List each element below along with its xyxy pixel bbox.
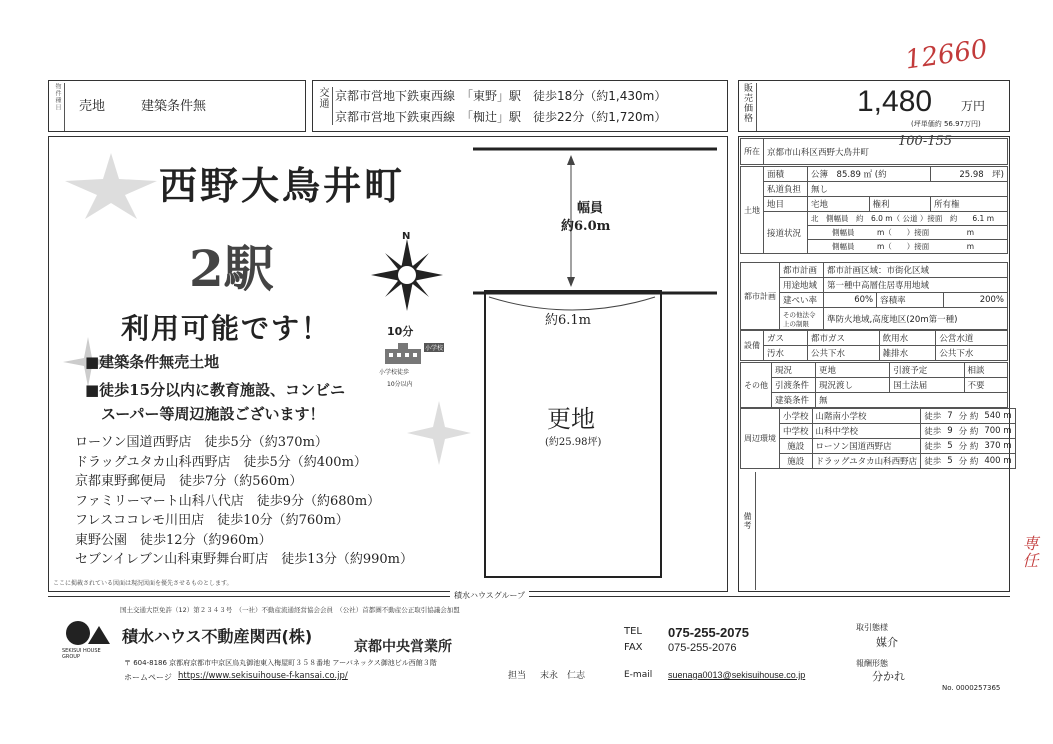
- other-restrictions-value: 準防火地域,高度地区(20m第一種): [824, 308, 1008, 330]
- deal-value: 媒介: [876, 636, 898, 649]
- location-row: [740, 138, 1008, 165]
- nearby-item: ドラッグユタカ山科西野店 徒歩5分（約400m）: [75, 454, 367, 470]
- env-kind: 施設: [780, 439, 813, 454]
- bcr-label: 建ぺい率: [780, 293, 824, 308]
- env-min: 5: [944, 439, 955, 454]
- nearby-item: ファミリーマート山科八代店 徒歩9分（約680m）: [75, 493, 381, 509]
- env-walk: 徒歩: [921, 439, 945, 454]
- compass-label: N: [402, 231, 411, 242]
- env-dist: 700 m: [981, 424, 1015, 439]
- condition-value: 現況渡し: [816, 378, 890, 393]
- area-label: 面積: [764, 167, 808, 182]
- env-unit: 分 約: [956, 454, 982, 469]
- remarks-label: 備考: [743, 512, 752, 530]
- location-label: 所在: [741, 139, 764, 165]
- env-walk: 徒歩: [921, 409, 945, 424]
- transport-box: [312, 80, 728, 132]
- staff-label: 担当: [508, 671, 527, 681]
- rights-label: 権利: [869, 197, 931, 212]
- env-min: 9: [944, 424, 955, 439]
- nearby-item: 東野公園 徒歩12分（約960m）: [75, 532, 272, 548]
- nearby-item: 京都東野郵便局 徒歩7分（約560m）: [75, 474, 303, 489]
- rights-value: 所有権: [931, 197, 1008, 212]
- price-per-tsubo: (坪単価約 56.97万円): [911, 120, 981, 128]
- env-kind: 小学校: [780, 409, 813, 424]
- nearby-item: フレスココレモ川田店 徒歩10分（約760m）: [75, 513, 349, 528]
- city-label: 都市計画: [741, 263, 780, 330]
- access-row: 側幅員 m（ ）接面 m: [808, 226, 1008, 240]
- env-name: ドラッグユタカ山科西野店: [812, 454, 921, 469]
- handover-value: 相談: [964, 363, 1008, 378]
- zoning-label: 用途地域: [780, 278, 824, 293]
- land-table: [740, 166, 1008, 254]
- env-walk: 徒歩: [921, 454, 945, 469]
- plan-label: 都市計画: [780, 263, 824, 278]
- road-width-label: 幅員: [577, 201, 604, 216]
- drawing-note: ここに掲載されている図面は現況図面を優先させるものとします。: [53, 580, 233, 587]
- available-title: 利用可能です！: [121, 312, 332, 345]
- status-value: 更地: [816, 363, 890, 378]
- environment-table: [740, 408, 1016, 469]
- school-time: 10分: [387, 325, 414, 338]
- kind-label: 物件種目: [53, 83, 65, 131]
- staff-name: 末永 仁志: [540, 671, 586, 681]
- company-address: 〒 604-8186 京都府京都市中京区烏丸御池東入梅屋町３５８番地 アーバネックス御池ビル西館３階: [124, 659, 437, 667]
- deal-label: 取引態様: [856, 623, 888, 632]
- env-kind: 施設: [780, 454, 813, 469]
- point-facilities-a: ■徒歩15分以内に教育施設、コンビニ: [85, 381, 346, 399]
- access-row: 側幅員 m（ ）接面 m: [808, 240, 1008, 254]
- env-unit: 分 約: [956, 439, 982, 454]
- access-row: 北 側幅員 約 6.0 m（ 公道 ）接面 約 6.1 m: [808, 212, 1008, 226]
- env-min: 7: [944, 409, 955, 424]
- env-unit: 分 約: [956, 424, 982, 439]
- logo-text: SEKISUI HOUSE GROUP: [62, 648, 101, 660]
- env-dist: 370 m: [981, 439, 1015, 454]
- env-min: 5: [944, 454, 955, 469]
- area-value: 85.89 ㎡ (約: [836, 170, 887, 180]
- land-label: 土地: [741, 167, 764, 254]
- far-value: 200%: [943, 293, 1007, 308]
- other-label: その他: [741, 363, 772, 408]
- kind-box: [48, 80, 306, 132]
- license-text: 国土交通大臣免許（12）第２３４３号 （一社）不動産流通経営協会会員 （公社）首都圏不動産公正取引協議会加盟: [120, 606, 460, 614]
- category-label: 地目: [764, 197, 808, 212]
- water-value: 公営水道: [936, 331, 1008, 346]
- gas-label: ガス: [764, 331, 808, 346]
- build-cond-label: 建築条件: [772, 393, 816, 408]
- private-road-label: 私道負担: [764, 182, 808, 197]
- price-box: [738, 80, 1010, 132]
- route-2: 京都市営地下鉄東西線 「椥辻」駅 徒歩22分（約1,720m）: [335, 110, 667, 124]
- town-title: 西野大鳥井町: [159, 163, 406, 208]
- zoning-value: 第一種中高層住居専用地域: [824, 278, 1008, 293]
- env-name: 山階南小学校: [812, 409, 921, 424]
- category-value: 宅地: [808, 197, 870, 212]
- remarks-cell: [740, 472, 756, 590]
- frontage-value: 約6.1m: [545, 313, 592, 328]
- transport-label: 交通: [315, 87, 333, 125]
- water-label: 飲用水: [879, 331, 936, 346]
- nearby-list: [75, 433, 413, 570]
- office-name: 京都中央営業所: [354, 639, 452, 655]
- lot-label: 更地: [547, 405, 595, 433]
- fax-number: 075-255-2076: [668, 642, 737, 654]
- nla-label: 国土法届: [890, 378, 964, 393]
- sewage-label: 汚水: [764, 346, 808, 361]
- handover-label: 引渡予定: [890, 363, 964, 378]
- group-line: 積水ハウスグループ: [450, 590, 529, 601]
- email-link[interactable]: suenaga0013@sekisuihouse.co.jp: [668, 670, 806, 680]
- nearby-item: セブンイレブン山科東野舞台町店 徒歩13分（約990m）: [75, 552, 413, 567]
- compass-rose-icon: [369, 237, 445, 313]
- homepage-label: ホームページ: [124, 673, 172, 682]
- sekisui-logo-icon: [64, 620, 110, 646]
- price-value: 1,480: [857, 85, 933, 118]
- stations-title: 2駅: [189, 239, 274, 298]
- utilities-label: 設備: [741, 331, 764, 361]
- area-type: 公簿: [811, 170, 829, 180]
- handwritten-code: 100-155: [898, 134, 953, 149]
- point-no-condition: ■建築条件無売土地: [85, 353, 220, 371]
- private-road-value: 無し: [808, 182, 1008, 197]
- env-walk: 徒歩: [921, 424, 945, 439]
- handwritten-stamp: 専任: [1020, 535, 1039, 569]
- other-restrictions-label: その他法令上の制限: [780, 308, 824, 330]
- condition-label: 引渡条件: [772, 378, 816, 393]
- price-label: 販売価格: [741, 83, 757, 131]
- fee-label: 報酬形態: [856, 659, 888, 668]
- other-table: [740, 362, 1008, 408]
- plan-value: 都市計画区域：市街化区域: [824, 263, 1008, 278]
- school-tag: 小学校: [425, 345, 444, 352]
- build-cond-value: 無: [816, 393, 1008, 408]
- status-label: 現況: [772, 363, 816, 378]
- far-label: 容積率: [877, 293, 944, 308]
- route-1: 京都市営地下鉄東西線 「東野」駅 徒歩18分（約1,430m）: [335, 89, 667, 103]
- utilities-table: [740, 330, 1008, 361]
- drain-label: 雑排水: [879, 346, 936, 361]
- road-width-value: 約6.0m: [561, 219, 611, 234]
- school-sub: 10分以内: [387, 381, 413, 388]
- decor-star-icon: [61, 151, 161, 221]
- email-label: E-mail: [624, 670, 653, 680]
- drain-value: 公共下水: [936, 346, 1008, 361]
- env-unit: 分 約: [956, 409, 982, 424]
- price-unit: 万円: [961, 99, 986, 113]
- school-building-icon: [383, 341, 423, 365]
- fax-label: FAX: [624, 642, 643, 653]
- tel-number: 075-255-2075: [668, 625, 749, 640]
- sewage-value: 公共下水: [808, 346, 880, 361]
- flyer-box: [48, 136, 728, 592]
- bcr-value: 60%: [824, 293, 877, 308]
- area-tsubo: 25.98 坪): [931, 167, 1008, 182]
- env-dist: 400 m: [981, 454, 1015, 469]
- env-kind: 中学校: [780, 424, 813, 439]
- env-name: ローソン国道西野店: [812, 439, 921, 454]
- gas-value: 都市ガス: [808, 331, 880, 346]
- school-label: 小学校徒歩: [379, 369, 410, 376]
- nearby-item: ローソン国道西野店 徒歩5分（約370m）: [75, 435, 328, 450]
- handwritten-number: 12660: [903, 34, 990, 76]
- point-facilities-b: スーパー等周辺施設ございます！: [101, 405, 325, 423]
- property-kind: 売地: [79, 99, 106, 114]
- nla-value: 不要: [964, 378, 1008, 393]
- building-condition: 建築条件無: [141, 99, 207, 114]
- city-plan-table: [740, 262, 1008, 330]
- env-dist: 540 m: [981, 409, 1015, 424]
- lot-area: (約25.98坪): [545, 437, 602, 448]
- env-name: 山科中学校: [812, 424, 921, 439]
- tel-label: TEL: [624, 626, 642, 637]
- fee-value: 分かれ: [872, 670, 905, 683]
- homepage-link[interactable]: https://www.sekisuihouse-f-kansai.co.jp/: [178, 671, 348, 681]
- company-name: 積水ハウス不動産関西(株): [122, 627, 313, 646]
- document-number: No. 0000257365: [942, 684, 1001, 692]
- environment-label: 周辺環境: [741, 409, 780, 469]
- access-label: 接道状況: [764, 212, 808, 254]
- location-value: 京都市山科区西野大鳥井町: [764, 139, 1008, 165]
